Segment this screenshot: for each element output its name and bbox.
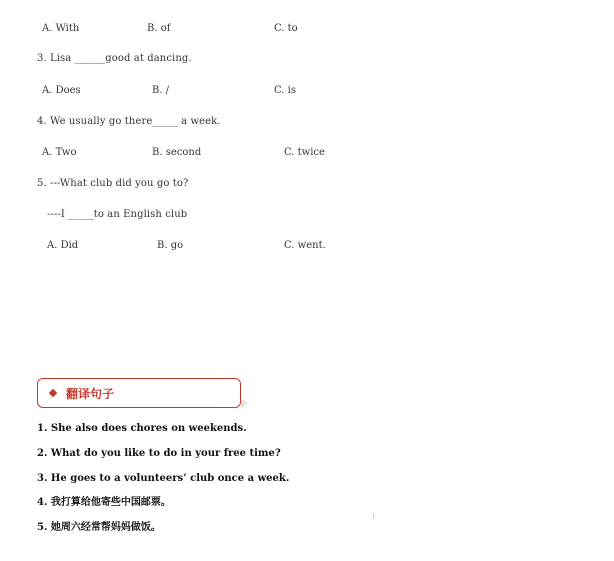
option-a: A. With <box>42 23 80 34</box>
option-a: A. Two <box>42 147 77 158</box>
question-4-stem: 4. We usually go there_____ a week. <box>37 116 221 127</box>
option-a: A. Does <box>42 85 81 96</box>
option-c: C. to <box>274 23 298 34</box>
option-c: C. is <box>274 85 296 96</box>
question-5-answer-line: ----I _____to an English club <box>47 209 188 220</box>
translation-item-5: 5. 她周六经常帮妈妈做饭。 <box>37 522 161 533</box>
diamond-icon <box>49 389 57 397</box>
translation-item-2: 2. What do you like to do in your free time? <box>37 448 281 459</box>
option-b: B. of <box>147 23 171 34</box>
section-header <box>37 378 241 408</box>
translation-item-3: 3. He goes to a volunteers’ club once a week. <box>37 473 290 484</box>
page-speck <box>373 513 374 519</box>
option-b: B. / <box>152 85 170 96</box>
translation-item-4: 4. 我打算给他寄些中国邮票。 <box>37 497 171 508</box>
question-5-stem: 5. ---What club did you go to? <box>37 178 189 189</box>
option-c: C. twice <box>284 147 325 158</box>
option-b: B. second <box>152 147 202 158</box>
section-header-shadow <box>241 400 251 408</box>
translation-item-1: 1. She also does chores on weekends. <box>37 423 247 434</box>
section-title: 翻译句子 <box>66 387 115 401</box>
option-a: A. Did <box>47 240 79 251</box>
option-c: C. went. <box>284 240 326 251</box>
question-3-stem: 3. Lisa ______good at dancing. <box>37 53 192 64</box>
option-b: B. go <box>157 240 184 251</box>
